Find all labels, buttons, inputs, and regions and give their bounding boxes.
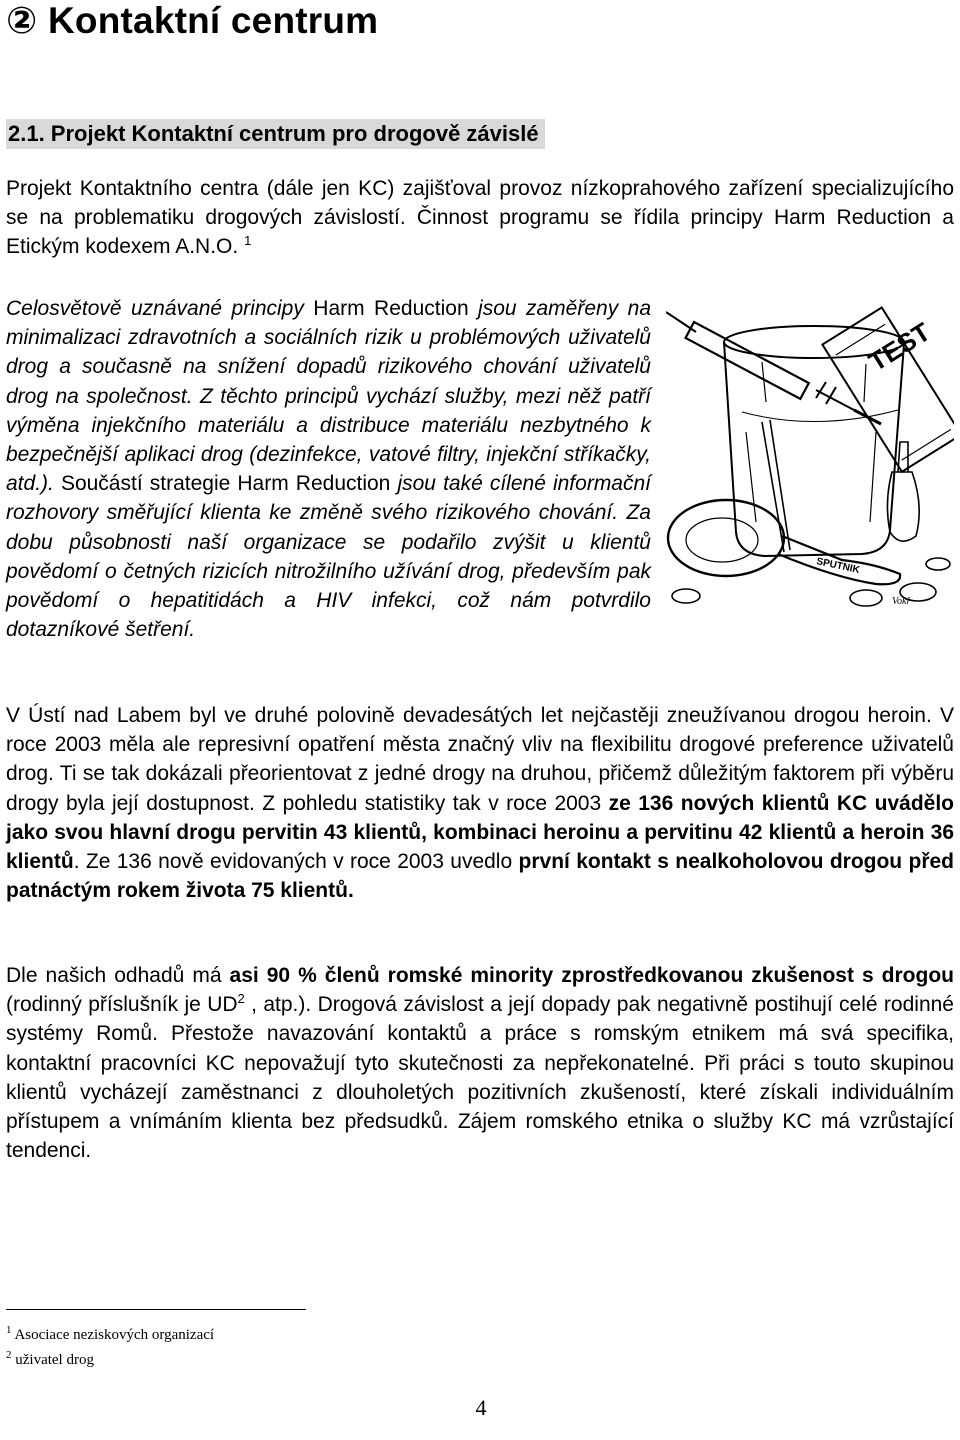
footnote-1 xyxy=(6,1326,214,1344)
footnote-1-num: 1 xyxy=(6,1324,12,1336)
roma-bold-1: asi 90 % členů romské minority zprostředkovanou zkušenost s drogou xyxy=(229,964,954,987)
footnote-1-text: Asociace neziskových organizací xyxy=(14,1327,215,1343)
stats-text-1: V Ústí nad Labem byl ve druhé polovině devadesátých let nejčastěji zneužívanou drogou heroin. V roce 2003 měla ale represivní opatření města značný vliv na flexibilitu drogové preference uživatelů drog. Ti se tak dokázali přeorientovat z jedné drogy na druhou, přičemž důležitým faktorem při výběru drogy byla její dostupnost. Z pohledu statistiky tak v roce 2003 xyxy=(6,704,954,815)
stats-bold-1: ze 136 nových klientů KC uvádělo jako svou hlavní drogu pervitin 43 klientů, kombinaci heroinu a pervitinu 42 klientů a heroin 36 klientů xyxy=(6,791,954,874)
hr-text-2: Harm Reduction xyxy=(313,297,469,320)
chapter-number: ② xyxy=(6,0,38,41)
roma-text-1: Dle našich odhadů má xyxy=(6,964,230,987)
hr-text-3: jsou zaměřeny na minimalizaci zdravotních a sociálních rizik u problémových uživatelů drog a současně na snížení dopadů rizikového chování uživatelů drog na společnost. Z těchto principů vychází služby, mezi něž patří výměna injekčního materiálu a distribuce materiálu nezbytného k bezpečnější aplikaci drog (dezinfekce, vatové filtry, injekční stříkačky, atd.). xyxy=(6,297,651,496)
paragraph-intro-text: Projekt Kontaktního centra (dále jen KC) zajišťoval provoz nízkoprahového zařízení specializujícího se na problematiku drogových závislostí. Činnost programu se řídila principy Harm Reduction a Etickým kodexem A.N.O. xyxy=(6,177,954,259)
footnote-2-text: uživatel drog xyxy=(15,1352,94,1368)
footnote-2-num: 2 xyxy=(6,1349,12,1361)
stats-bold-2: první kontakt s nealkoholovou drogou před patnáctým rokem života 75 klientů. xyxy=(6,850,954,903)
footnote-2 xyxy=(6,1351,94,1369)
roma-text-2: (rodinný příslušník je UD xyxy=(6,993,238,1017)
hr-text-4: Součástí strategie Harm Reduction xyxy=(53,472,398,496)
chapter-heading xyxy=(6,0,378,42)
spoon-label: SPUTNIK xyxy=(815,556,861,577)
section-heading: 2.1. Projekt Kontaktní centrum pro drogově závislé xyxy=(6,119,545,149)
footnote-ref-2: 2 xyxy=(237,991,245,1007)
page-number: 4 xyxy=(475,1395,487,1420)
stats-text-2: . Ze 136 nově evidovaných v roce 2003 uvedlo xyxy=(73,850,519,874)
paragraph-statistics xyxy=(6,701,954,905)
footnote-ref-1: 1 xyxy=(244,233,252,249)
hr-text-1: Celosvětově uznávané principy xyxy=(6,297,314,320)
paragraph-roma xyxy=(6,961,954,1165)
chapter-title: Kontaktní centrum xyxy=(48,0,379,41)
artist-signature: Vokř xyxy=(892,596,911,607)
roma-text-3: , atp.). Drogová závislost a její dopady pak negativně postihují celé rodinné systémy Romů. Přestože navazování kontaktů a práce s romským etnikem má svá specifika, kontaktní pracovníci KC nepovažují tyto skutečnosti za nepřekonatelné. Při práci s touto skupinou klientů vycházejí zaměstnanci z dlouholetých pozitivních zkušeností, které získali individuálním přístupem a vnímáním klienta bez předsudků. Zájem romského etnika o služby KC má vzrůstající tendenci. xyxy=(6,993,954,1163)
test-label: TEST xyxy=(863,316,936,378)
hr-text-5: jsou také cílené informační rozhovory směřující klienta ke změně svého rizikového chování. Za dobu působnosti naší organizace se podařilo zvýšit u klientů povědomí o četných rizicích nitrožilního užívání drog, především pak povědomí o hepatitidách a HIV infekci, což nám potvrdilo dotazníkové šetření. xyxy=(6,472,652,642)
paragraph-intro xyxy=(6,174,954,262)
drug-kit-illustration xyxy=(666,292,954,610)
footnote-separator xyxy=(6,1309,306,1310)
